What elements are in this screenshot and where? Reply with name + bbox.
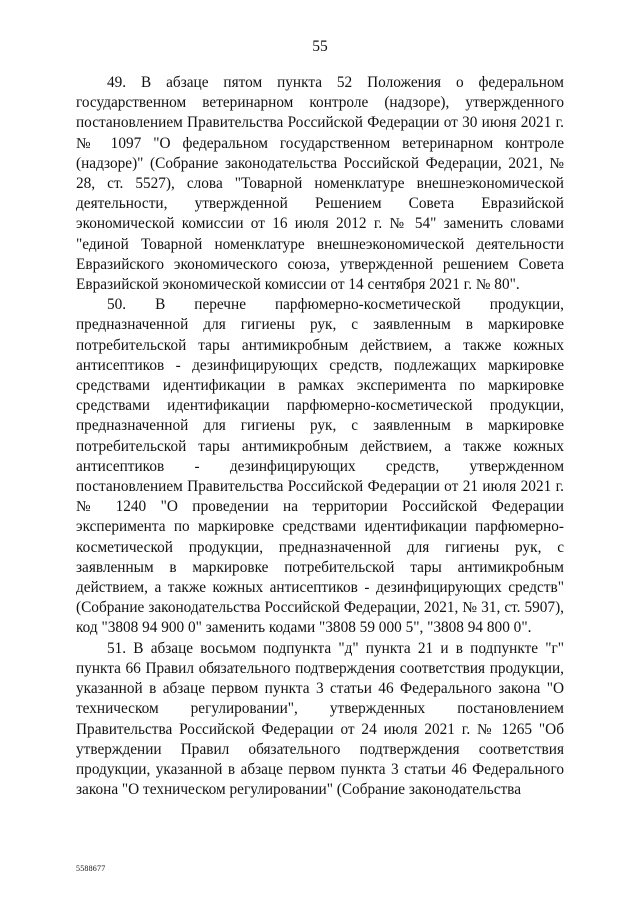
document-body xyxy=(76,73,564,800)
paragraph-50: 50. В перечне парфюмерно-косметической продукции, предназначенной для гигиены рук, с заявленным в маркировке потребительской тары антимикробным действием, а также кожных антисептиков - дезинфицирующих средств, подлежащих маркировке средствами идентификации в рамках эксперимента по маркировке средствами идентификации парфюмерно-косметической продукции, предназначенной для гигиены рук, с заявленным в маркировке потребительской тары антимикробным действием, а также кожных антисептиков - дезинфицирующих средств, утвержденном постановлением Правительства Российской Федерации от 21 июля 2021 г. № 1240 "О проведении на территории Российской Федерации эксперимента по маркировке средствами идентификации парфюмерно-косметической продукции, предназначенной для гигиены рук, с заявленным в маркировке потребительской тары антимикробным действием, а также кожных антисептиков - дезинфицирующих средств" (Собрание законодательства Российской Федерации, 2021, № 31, ст. 5907), код "3808 94 900 0" заменить кодами "3808 59 000 5", "3808 94 800 0". xyxy=(76,296,564,637)
paragraph-49: 49. В абзаце пятом пункта 52 Положения о федеральном государственном ветеринарном контроле (надзоре), утвержденного постановлением Правительства Российской Федерации от 30 июня 2021 г. № 1097 "О федеральном государственном ветеринарном контроле (надзоре)" (Собрание законодательства Российской Федерации, 2021, № 28, ст. 5527), слова "Товарной номенклатуре внешнеэкономической деятельности, утвержденной Решением Совета Евразийской экономической комиссии от 16 июля 2012 г. № 54" заменить словами "единой Товарной номенклатуре внешнеэкономической деятельности Евразийского экономического союза, утвержденной решением Совета Евразийской экономической комиссии от 14 сентября 2021 г. № 80". xyxy=(76,74,564,294)
paragraph-51: 51. В абзаце восьмом подпункта "д" пункта 21 и в подпункте "г" пункта 66 Правил обязательного подтверждения соответствия продукции, указанной в абзаце первом пункта 3 статьи 46 Федерального закона "О техническом регулировании", утвержденных постановлением Правительства Российской Федерации от 24 июля 2021 г. № 1265 "Об утверждении Правил обязательного подтверждения соответствия продукции, указанной в абзаце первом пункта 3 статьи 46 Федерального закона "О техническом регулировании" (Собрание законодательства xyxy=(76,639,564,799)
page-number: 55 xyxy=(312,38,328,55)
document-code: 5588677 xyxy=(76,864,106,873)
